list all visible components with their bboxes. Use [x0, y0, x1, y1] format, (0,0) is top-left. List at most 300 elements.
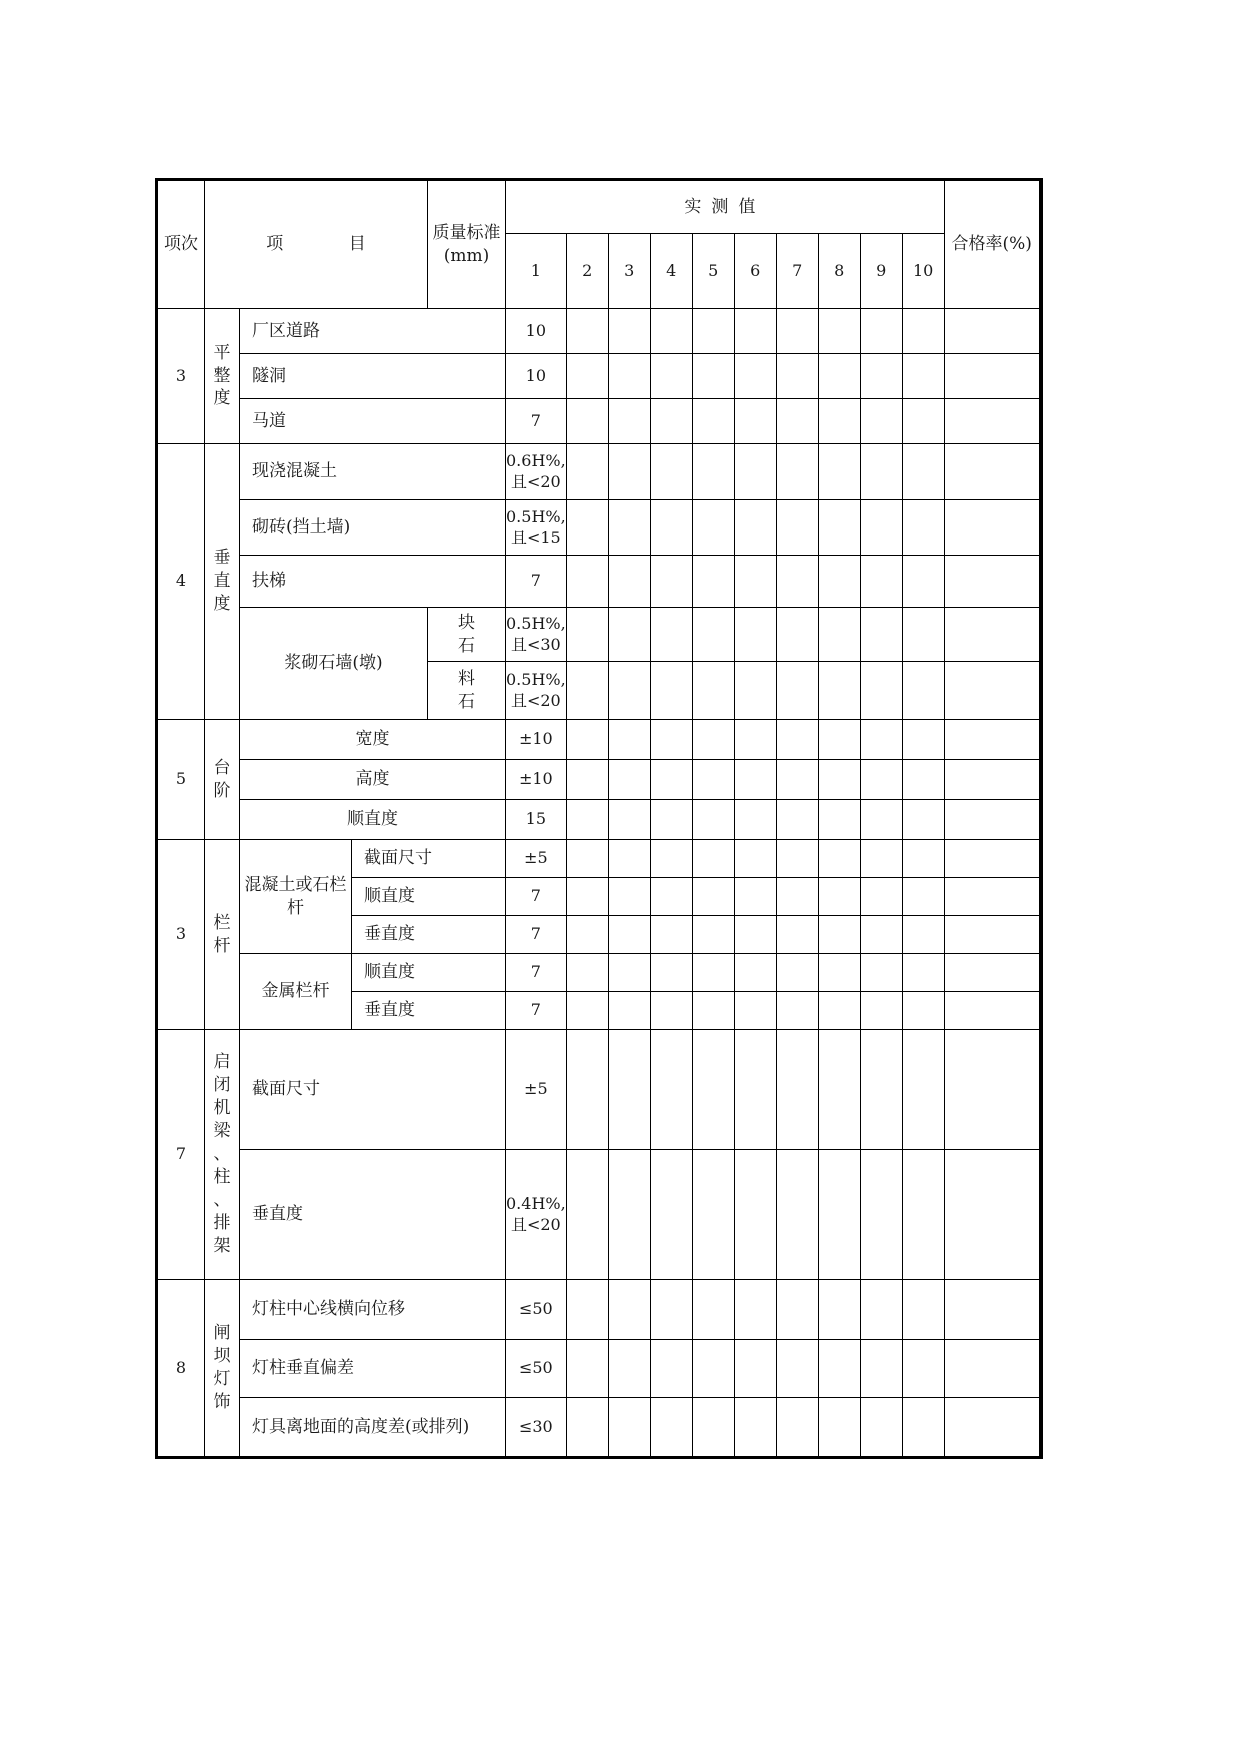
measured-value-cell[interactable]	[692, 840, 734, 878]
measured-value-cell[interactable]	[608, 1030, 650, 1150]
measured-value-cell[interactable]	[692, 354, 734, 399]
measured-value-cell[interactable]	[776, 992, 818, 1030]
pass-rate-cell[interactable]	[1039, 720, 1041, 760]
measured-value-cell[interactable]	[902, 556, 944, 608]
measured-value-cell[interactable]	[734, 354, 776, 399]
measured-value-cell[interactable]	[566, 354, 608, 399]
quality-standard: ±5	[506, 840, 567, 878]
measured-value-cell[interactable]	[650, 608, 692, 662]
measured-value-cell[interactable]	[692, 760, 734, 800]
measured-value-cell[interactable]	[944, 608, 1039, 662]
measured-value-cell[interactable]	[944, 444, 1039, 500]
table-row	[157, 309, 1042, 354]
quality-standard: 0.5H%,且<15	[506, 500, 567, 556]
quality-standard: ±10	[506, 720, 567, 760]
measured-value-cell[interactable]	[776, 1280, 818, 1340]
measured-value-cell[interactable]	[902, 878, 944, 916]
measured-value-cell[interactable]	[944, 500, 1039, 556]
table-row	[157, 1280, 1042, 1340]
item-subtype: 料 石	[428, 662, 506, 720]
table-row	[157, 760, 1042, 800]
measured-value-cell[interactable]	[566, 800, 608, 840]
measured-column-header: 6	[734, 234, 776, 309]
measured-value-cell[interactable]	[650, 800, 692, 840]
measured-value-cell[interactable]	[608, 399, 650, 444]
measured-value-cell[interactable]	[818, 720, 860, 760]
measured-value-cell[interactable]	[902, 309, 944, 354]
item-subtype: 截面尺寸	[352, 840, 506, 878]
measured-value-cell[interactable]	[650, 1340, 692, 1398]
measured-value-cell[interactable]	[818, 556, 860, 608]
measured-value-cell[interactable]	[944, 309, 1039, 354]
measured-value-cell[interactable]	[776, 556, 818, 608]
measured-value-cell[interactable]	[818, 954, 860, 992]
measured-value-cell[interactable]	[944, 992, 1039, 1030]
measured-value-cell[interactable]	[566, 662, 608, 720]
measured-column-header: 1	[506, 234, 567, 309]
measured-value-cell[interactable]	[860, 354, 902, 399]
measured-value-cell[interactable]	[692, 1150, 734, 1280]
measured-value-cell[interactable]	[650, 1030, 692, 1150]
table-row	[157, 1150, 1042, 1280]
measured-value-cell[interactable]	[902, 916, 944, 954]
measured-value-cell[interactable]	[818, 840, 860, 878]
item-name: 灯柱中心线横向位移	[240, 1280, 506, 1340]
measured-value-cell[interactable]	[608, 608, 650, 662]
item-index: 8	[157, 1280, 205, 1458]
item-name: 马道	[240, 399, 506, 444]
measured-value-cell[interactable]	[860, 1340, 902, 1398]
measured-value-cell[interactable]	[566, 1398, 608, 1458]
table-row	[157, 954, 1042, 992]
measured-value-cell[interactable]	[944, 916, 1039, 954]
measured-value-cell[interactable]	[650, 399, 692, 444]
measured-column-header: 3	[608, 234, 650, 309]
measured-value-cell[interactable]	[776, 1030, 818, 1150]
measured-value-cell[interactable]	[776, 309, 818, 354]
item-name: 厂区道路	[240, 309, 506, 354]
pass-rate-cell[interactable]	[1039, 992, 1041, 1030]
measured-value-cell[interactable]	[734, 556, 776, 608]
measured-value-cell[interactable]	[818, 444, 860, 500]
measured-value-cell[interactable]	[650, 354, 692, 399]
measured-value-cell[interactable]	[608, 954, 650, 992]
measured-value-cell[interactable]	[608, 662, 650, 720]
table-row	[157, 354, 1042, 399]
measured-value-cell[interactable]	[944, 840, 1039, 878]
measured-value-cell[interactable]	[944, 662, 1039, 720]
measured-value-cell[interactable]	[860, 720, 902, 760]
measured-value-cell[interactable]	[692, 992, 734, 1030]
measured-value-cell[interactable]	[734, 399, 776, 444]
quality-standard: 15	[506, 800, 567, 840]
measured-value-cell[interactable]	[734, 444, 776, 500]
pass-rate-cell[interactable]	[1039, 399, 1041, 444]
measured-value-cell[interactable]	[608, 720, 650, 760]
measured-value-cell[interactable]	[776, 354, 818, 399]
measured-value-cell[interactable]	[692, 916, 734, 954]
measured-value-cell[interactable]	[734, 760, 776, 800]
measured-value-cell[interactable]	[566, 500, 608, 556]
pass-rate-cell[interactable]	[1039, 444, 1041, 500]
measured-value-cell[interactable]	[650, 878, 692, 916]
measured-value-cell[interactable]	[818, 992, 860, 1030]
measured-value-cell[interactable]	[818, 354, 860, 399]
measured-value-cell[interactable]	[650, 556, 692, 608]
measured-value-cell[interactable]	[734, 662, 776, 720]
measured-value-cell[interactable]	[818, 309, 860, 354]
measured-value-cell[interactable]	[566, 760, 608, 800]
measured-value-cell[interactable]	[734, 500, 776, 556]
measured-value-cell[interactable]	[860, 444, 902, 500]
measured-value-cell[interactable]	[860, 1150, 902, 1280]
measured-value-cell[interactable]	[902, 1340, 944, 1398]
measured-value-cell[interactable]	[566, 444, 608, 500]
measured-value-cell[interactable]	[902, 1150, 944, 1280]
measured-value-cell[interactable]	[692, 954, 734, 992]
measured-value-cell[interactable]	[734, 608, 776, 662]
item-name: 灯柱垂直偏差	[240, 1340, 506, 1398]
measured-value-cell[interactable]	[818, 399, 860, 444]
measured-value-cell[interactable]	[818, 1030, 860, 1150]
measured-column-header: 4	[650, 234, 692, 309]
item-name: 金属栏杆	[240, 954, 352, 1030]
measured-value-cell[interactable]	[566, 608, 608, 662]
measured-value-cell[interactable]	[776, 840, 818, 878]
measured-value-cell[interactable]	[860, 916, 902, 954]
item-category: 垂 直 度	[205, 444, 240, 720]
measured-value-cell[interactable]	[818, 878, 860, 916]
measured-value-cell[interactable]	[776, 1398, 818, 1458]
measured-value-cell[interactable]	[818, 662, 860, 720]
measured-value-cell[interactable]	[566, 720, 608, 760]
quality-standard: 7	[506, 954, 567, 992]
pass-rate-cell[interactable]	[1039, 1398, 1041, 1458]
measured-value-cell[interactable]	[650, 840, 692, 878]
item-category: 闸 坝 灯 饰	[205, 1280, 240, 1458]
measured-value-cell[interactable]	[860, 800, 902, 840]
pass-rate-cell[interactable]	[1039, 309, 1041, 354]
measured-value-cell[interactable]	[902, 800, 944, 840]
measured-value-cell[interactable]	[734, 916, 776, 954]
measured-value-cell[interactable]	[692, 500, 734, 556]
measured-value-cell[interactable]	[650, 662, 692, 720]
measured-value-cell[interactable]	[902, 992, 944, 1030]
table-row	[157, 1340, 1042, 1398]
measured-value-cell[interactable]	[860, 878, 902, 916]
measured-value-cell[interactable]	[902, 399, 944, 444]
quality-standard: 0.4H%,且<20	[506, 1150, 567, 1280]
measured-value-cell[interactable]	[860, 309, 902, 354]
measured-value-cell[interactable]	[818, 608, 860, 662]
measured-value-cell[interactable]	[902, 1030, 944, 1150]
table-row	[157, 1030, 1042, 1150]
table-row	[157, 720, 1042, 760]
measured-column-header: 9	[860, 234, 902, 309]
measured-value-cell[interactable]	[692, 556, 734, 608]
measured-value-cell[interactable]	[944, 1030, 1039, 1150]
measured-value-cell[interactable]	[650, 444, 692, 500]
header-row-1	[157, 180, 1042, 234]
measured-value-cell[interactable]	[692, 444, 734, 500]
table-row	[157, 1398, 1042, 1458]
item-name: 扶梯	[240, 556, 506, 608]
table-row	[157, 840, 1042, 878]
measured-value-cell[interactable]	[734, 878, 776, 916]
table-row	[157, 399, 1042, 444]
measured-value-cell[interactable]	[860, 954, 902, 992]
measured-value-cell[interactable]	[902, 1280, 944, 1340]
measured-value-cell[interactable]	[776, 916, 818, 954]
pass-rate-cell[interactable]	[1039, 500, 1041, 556]
item-name: 高度	[240, 760, 506, 800]
pass-rate-cell[interactable]	[1039, 954, 1041, 992]
measured-value-cell[interactable]	[734, 720, 776, 760]
measured-value-cell[interactable]	[566, 1280, 608, 1340]
item-index: 7	[157, 1030, 205, 1280]
measured-value-cell[interactable]	[692, 800, 734, 840]
measured-value-cell[interactable]	[818, 500, 860, 556]
measured-value-cell[interactable]	[608, 354, 650, 399]
quality-standard: ≤50	[506, 1340, 567, 1398]
pass-rate-cell[interactable]	[1039, 878, 1041, 916]
measured-value-cell[interactable]	[608, 916, 650, 954]
measured-value-cell[interactable]	[692, 720, 734, 760]
item-name: 浆砌石墙(墩)	[240, 608, 428, 720]
header-index: 项次	[157, 180, 205, 309]
measured-value-cell[interactable]	[692, 399, 734, 444]
measured-value-cell[interactable]	[692, 878, 734, 916]
quality-standard: ±5	[506, 1030, 567, 1150]
measured-value-cell[interactable]	[566, 1340, 608, 1398]
measured-value-cell[interactable]	[776, 1340, 818, 1398]
pass-rate-cell[interactable]	[1039, 354, 1041, 399]
measured-value-cell[interactable]	[734, 309, 776, 354]
measured-value-cell[interactable]	[902, 608, 944, 662]
measured-value-cell[interactable]	[692, 662, 734, 720]
pass-rate-cell[interactable]	[1039, 1340, 1041, 1398]
pass-rate-cell[interactable]	[1039, 916, 1041, 954]
measured-value-cell[interactable]	[944, 800, 1039, 840]
measured-value-cell[interactable]	[776, 1150, 818, 1280]
pass-rate-cell[interactable]	[1039, 1150, 1041, 1280]
measured-value-cell[interactable]	[608, 309, 650, 354]
item-subtype: 垂直度	[352, 916, 506, 954]
pass-rate-cell[interactable]	[1039, 1030, 1041, 1150]
measured-value-cell[interactable]	[608, 1398, 650, 1458]
measured-value-cell[interactable]	[818, 1150, 860, 1280]
pass-rate-cell[interactable]	[1039, 800, 1041, 840]
quality-standard: ≤30	[506, 1398, 567, 1458]
measured-value-cell[interactable]	[944, 556, 1039, 608]
measured-value-cell[interactable]	[860, 760, 902, 800]
measured-value-cell[interactable]	[860, 992, 902, 1030]
measured-value-cell[interactable]	[734, 1280, 776, 1340]
pass-rate-cell[interactable]	[1039, 556, 1041, 608]
measured-value-cell[interactable]	[650, 1280, 692, 1340]
measured-value-cell[interactable]	[860, 1030, 902, 1150]
measured-value-cell[interactable]	[650, 760, 692, 800]
item-category: 台 阶	[205, 720, 240, 840]
measured-value-cell[interactable]	[902, 662, 944, 720]
quality-standard: 7	[506, 916, 567, 954]
measured-value-cell[interactable]	[566, 399, 608, 444]
measured-value-cell[interactable]	[650, 954, 692, 992]
pass-rate-cell[interactable]	[1039, 608, 1041, 662]
measured-value-cell[interactable]	[734, 1340, 776, 1398]
measured-column-header: 2	[566, 234, 608, 309]
measured-value-cell[interactable]	[734, 840, 776, 878]
measured-value-cell[interactable]	[566, 840, 608, 878]
measured-value-cell[interactable]	[608, 992, 650, 1030]
measured-value-cell[interactable]	[776, 444, 818, 500]
measured-value-cell[interactable]	[608, 760, 650, 800]
measured-value-cell[interactable]	[776, 399, 818, 444]
measured-value-cell[interactable]	[902, 720, 944, 760]
measured-value-cell[interactable]	[944, 1398, 1039, 1458]
measured-value-cell[interactable]	[734, 992, 776, 1030]
item-category: 平 整 度	[205, 309, 240, 444]
measured-column-header: 5	[692, 234, 734, 309]
measured-value-cell[interactable]	[776, 878, 818, 916]
quality-standard: 7	[506, 399, 567, 444]
measured-value-cell[interactable]	[776, 800, 818, 840]
quality-standard: 0.6H%,且<20	[506, 444, 567, 500]
quality-standard: 7	[506, 556, 567, 608]
pass-rate-cell[interactable]	[1039, 840, 1041, 878]
measured-value-cell[interactable]	[608, 1280, 650, 1340]
measured-value-cell[interactable]	[818, 1340, 860, 1398]
measured-value-cell[interactable]	[776, 500, 818, 556]
measured-value-cell[interactable]	[818, 800, 860, 840]
pass-rate-cell[interactable]	[1039, 760, 1041, 800]
measured-value-cell[interactable]	[776, 760, 818, 800]
measured-value-cell[interactable]	[566, 916, 608, 954]
measured-value-cell[interactable]	[692, 608, 734, 662]
item-name: 垂直度	[240, 1150, 506, 1280]
item-subtype: 垂直度	[352, 992, 506, 1030]
quality-standard: ≤50	[506, 1280, 567, 1340]
measured-value-cell[interactable]	[650, 720, 692, 760]
quality-standard: 0.5H%,且<20	[506, 662, 567, 720]
measured-value-cell[interactable]	[608, 1340, 650, 1398]
measured-value-cell[interactable]	[944, 1150, 1039, 1280]
measured-value-cell[interactable]	[650, 1398, 692, 1458]
measured-value-cell[interactable]	[692, 1030, 734, 1150]
measured-value-cell[interactable]	[902, 500, 944, 556]
measured-value-cell[interactable]	[944, 954, 1039, 992]
measured-value-cell[interactable]	[860, 500, 902, 556]
measured-value-cell[interactable]	[650, 500, 692, 556]
measured-value-cell[interactable]	[818, 760, 860, 800]
item-index: 4	[157, 444, 205, 720]
measured-value-cell[interactable]	[860, 399, 902, 444]
measured-value-cell[interactable]	[860, 662, 902, 720]
pass-rate-cell[interactable]	[1039, 662, 1041, 720]
measured-value-cell[interactable]	[608, 840, 650, 878]
measured-value-cell[interactable]	[902, 354, 944, 399]
measured-value-cell[interactable]	[566, 309, 608, 354]
measured-value-cell[interactable]	[734, 1030, 776, 1150]
measured-value-cell[interactable]	[692, 1340, 734, 1398]
measured-value-cell[interactable]	[692, 1280, 734, 1340]
measured-value-cell[interactable]	[818, 916, 860, 954]
measured-value-cell[interactable]	[608, 444, 650, 500]
measured-value-cell[interactable]	[608, 556, 650, 608]
measured-value-cell[interactable]	[818, 1398, 860, 1458]
measured-value-cell[interactable]	[902, 954, 944, 992]
measured-value-cell[interactable]	[860, 608, 902, 662]
measured-value-cell[interactable]	[566, 556, 608, 608]
table-row	[157, 800, 1042, 840]
measured-value-cell[interactable]	[650, 992, 692, 1030]
item-subtype: 块 石	[428, 608, 506, 662]
measured-value-cell[interactable]	[692, 309, 734, 354]
measured-value-cell[interactable]	[902, 760, 944, 800]
measured-value-cell[interactable]	[608, 1150, 650, 1280]
table-row	[157, 444, 1042, 500]
item-name: 顺直度	[240, 800, 506, 840]
measured-value-cell[interactable]	[650, 309, 692, 354]
measured-value-cell[interactable]	[902, 1398, 944, 1458]
measured-value-cell[interactable]	[944, 1340, 1039, 1398]
measured-column-header: 10	[902, 234, 944, 309]
measured-value-cell[interactable]	[734, 1150, 776, 1280]
measured-value-cell[interactable]	[734, 800, 776, 840]
measured-value-cell[interactable]	[608, 878, 650, 916]
measured-value-cell[interactable]	[818, 1280, 860, 1340]
pass-rate-cell[interactable]	[1039, 1280, 1041, 1340]
measured-value-cell[interactable]	[608, 800, 650, 840]
measured-value-cell[interactable]	[944, 1280, 1039, 1340]
measured-value-cell[interactable]	[944, 399, 1039, 444]
item-name: 隧洞	[240, 354, 506, 399]
measured-value-cell[interactable]	[776, 662, 818, 720]
measured-value-cell[interactable]	[692, 1398, 734, 1458]
measured-value-cell[interactable]	[860, 1398, 902, 1458]
item-name: 混凝土或石栏杆	[240, 840, 352, 954]
measured-value-cell[interactable]	[944, 720, 1039, 760]
item-index: 3	[157, 309, 205, 444]
quality-standard: 0.5H%,且<30	[506, 608, 567, 662]
measured-value-cell[interactable]	[566, 992, 608, 1030]
measured-value-cell[interactable]	[776, 720, 818, 760]
item-name: 砌砖(挡土墙)	[240, 500, 506, 556]
measured-value-cell[interactable]	[944, 878, 1039, 916]
header-measured: 实测值	[506, 180, 945, 234]
measured-value-cell[interactable]	[566, 878, 608, 916]
measured-value-cell[interactable]	[860, 1280, 902, 1340]
measured-value-cell[interactable]	[608, 500, 650, 556]
measured-value-cell[interactable]	[944, 354, 1039, 399]
measured-value-cell[interactable]	[650, 1150, 692, 1280]
measured-value-cell[interactable]	[860, 556, 902, 608]
measured-value-cell[interactable]	[902, 840, 944, 878]
measured-value-cell[interactable]	[776, 954, 818, 992]
measured-value-cell[interactable]	[734, 1398, 776, 1458]
measured-value-cell[interactable]	[566, 954, 608, 992]
measured-value-cell[interactable]	[902, 444, 944, 500]
item-name: 灯具离地面的高度差(或排列)	[240, 1398, 506, 1458]
quality-standard: 7	[506, 878, 567, 916]
measured-value-cell[interactable]	[860, 840, 902, 878]
measured-value-cell[interactable]	[776, 608, 818, 662]
measured-value-cell[interactable]	[566, 1150, 608, 1280]
measured-value-cell[interactable]	[734, 954, 776, 992]
measured-value-cell[interactable]	[650, 916, 692, 954]
measured-value-cell[interactable]	[566, 1030, 608, 1150]
measured-value-cell[interactable]	[944, 760, 1039, 800]
